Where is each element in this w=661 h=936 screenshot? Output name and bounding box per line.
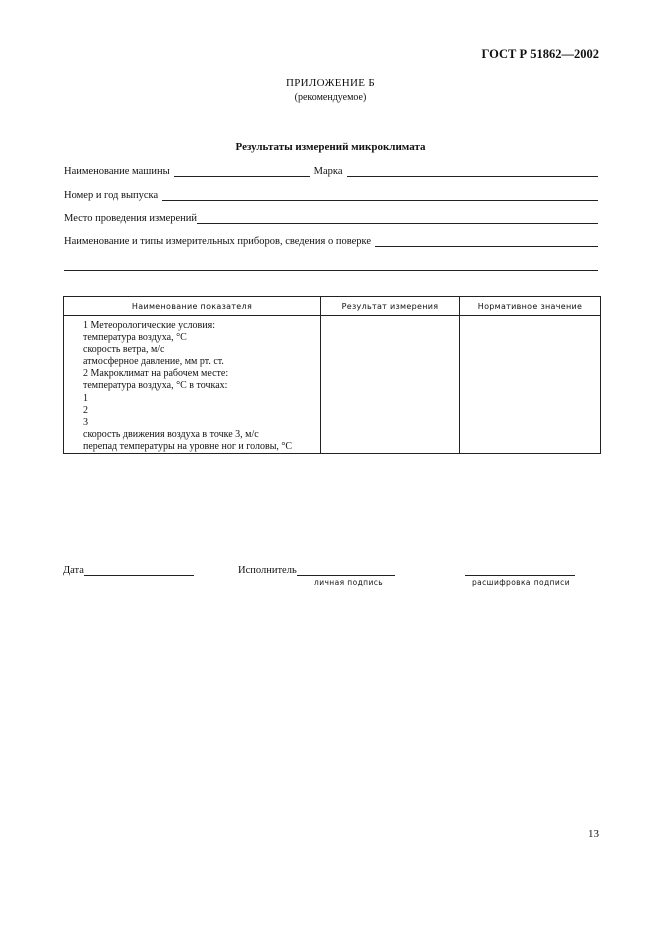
field-row-continuation bbox=[64, 260, 598, 271]
table-header-row bbox=[64, 297, 601, 316]
list-item: 3 bbox=[83, 416, 88, 428]
machine-name-blank[interactable] bbox=[174, 166, 310, 177]
place-blank[interactable] bbox=[197, 213, 598, 224]
performer-signature bbox=[238, 565, 395, 576]
field-row-machine bbox=[64, 166, 598, 177]
number-year-label: Номер и год выпуска bbox=[64, 190, 159, 201]
instruments-label: Наименование и типы измерительных приборов, сведения о поверке bbox=[64, 236, 372, 247]
number-year-blank[interactable] bbox=[162, 190, 598, 201]
result-cell[interactable] bbox=[321, 316, 460, 454]
performer-label: Исполнитель bbox=[238, 565, 297, 576]
norm-cell[interactable] bbox=[460, 316, 601, 454]
table-row bbox=[64, 316, 601, 454]
column-header-norm: Нормативное значение bbox=[460, 297, 601, 316]
field-row-number-year bbox=[64, 190, 598, 201]
date-blank[interactable] bbox=[84, 565, 194, 576]
machine-name-label: Наименование машины bbox=[64, 166, 170, 177]
indicator-cell bbox=[64, 316, 321, 454]
date-signature bbox=[63, 565, 194, 576]
indicator-list bbox=[64, 316, 320, 453]
signature-decoding-blank[interactable] bbox=[465, 565, 575, 576]
document-title: Результаты измерений микроклимата bbox=[235, 141, 426, 153]
personal-signature-blank[interactable] bbox=[297, 565, 395, 576]
appendix-status: (рекомендуемое) bbox=[294, 92, 367, 103]
list-item: скорость движения воздуха в точке 3, м/с bbox=[83, 428, 259, 440]
list-item: 2 bbox=[83, 404, 88, 416]
instruments-blank[interactable] bbox=[375, 236, 598, 247]
page-number: 13 bbox=[588, 828, 599, 840]
appendix-label: ПРИЛОЖЕНИЕ Б bbox=[286, 77, 375, 89]
field-row-instruments bbox=[64, 236, 598, 247]
standard-number: ГОСТ Р 51862—2002 bbox=[481, 47, 599, 61]
place-label: Место проведения измерений bbox=[64, 213, 198, 224]
list-item: температура воздуха, °С в точках: bbox=[83, 380, 228, 392]
brand-blank[interactable] bbox=[347, 166, 598, 177]
list-item: 2 Макроклимат на рабочем месте: bbox=[83, 368, 229, 380]
list-item: 1 bbox=[83, 392, 88, 404]
column-header-result: Результат измерения bbox=[321, 297, 460, 316]
list-item: температура воздуха, °С bbox=[83, 332, 187, 344]
date-label: Дата bbox=[63, 565, 84, 576]
list-item: скорость ветра, м/с bbox=[83, 344, 165, 356]
field-row-place bbox=[64, 213, 598, 224]
list-item: атмосферное давление, мм рт. ст. bbox=[83, 356, 224, 368]
decoding-signature bbox=[465, 565, 575, 576]
list-item: 1 Метеорологические условия: bbox=[83, 320, 216, 331]
brand-label: Марка bbox=[313, 166, 343, 177]
measurement-table bbox=[63, 296, 601, 454]
list-item: перепад температуры на уровне ног и головы, °С bbox=[83, 440, 293, 452]
signature-decoding-caption: расшифровка подписи bbox=[472, 578, 570, 587]
instruments-continuation-blank[interactable] bbox=[64, 260, 598, 271]
personal-signature-caption: личная подпись bbox=[314, 578, 384, 587]
column-header-indicator: Наименование показателя bbox=[64, 297, 321, 316]
